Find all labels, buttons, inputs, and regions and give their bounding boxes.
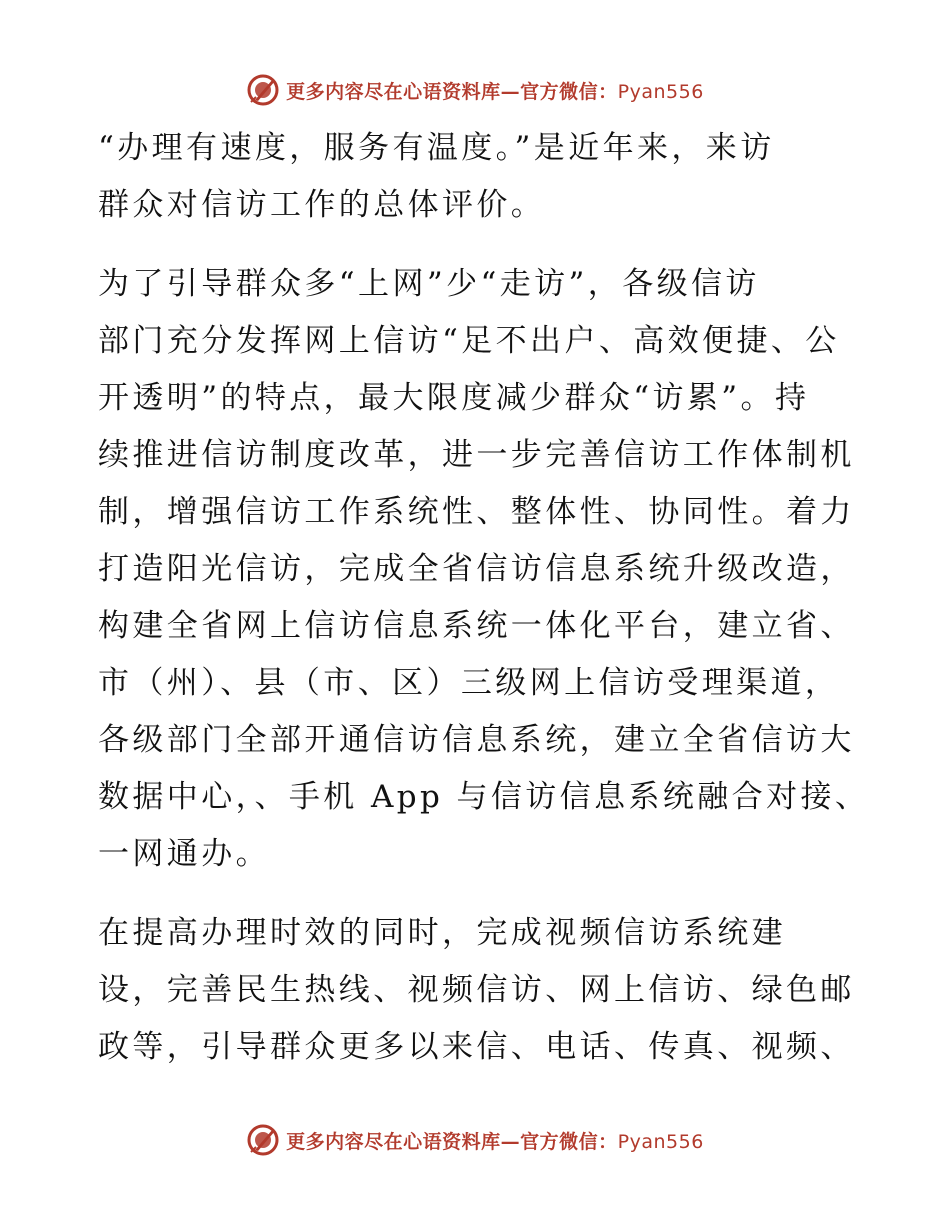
text-line: 设，完善民生热线、视频信访、网上信访、绿色邮: [98, 972, 855, 1008]
document-body: [98, 120, 870, 1076]
header-watermark: [0, 72, 950, 108]
text-line: 在提高办理时效的同时，完成视频信访系统建: [98, 915, 786, 951]
text-line: 政等，引导群众更多以来信、电话、传真、视频、: [98, 1029, 855, 1065]
text-line: 打造阳光信访，完成全省信访信息系统升级改造，: [98, 551, 855, 587]
quill-pen-circle-icon: [246, 1123, 280, 1157]
paragraph-3: [98, 905, 855, 1076]
watermark-wechat-id: Pyan556: [617, 1130, 704, 1153]
text-line: 部门充分发挥网上信访“足不出户、高效便捷、公: [98, 323, 840, 359]
quill-pen-circle-icon: [246, 73, 280, 107]
watermark-label: 更多内容尽在心语资料库—官方微信：: [286, 1130, 618, 1153]
text-line: “办理有速度，服务有温度。”是近年来，来访: [98, 130, 775, 166]
text-line: 市（州）、县（市、区）三级网上信访受理渠道，: [98, 665, 840, 701]
text-line: 数据中心，、手机 App 与信访信息系统融合对接、: [98, 779, 870, 815]
paragraph-2: [98, 256, 870, 883]
text-line: 各级部门全部开通信访信息系统，建立全省信访大: [98, 722, 855, 758]
text-line: 为了引导群众多“上网”少“走访”，各级信访: [98, 266, 760, 302]
text-line: 开透明”的特点，最大限度减少群众“访累”。持: [98, 380, 810, 416]
text-line: 制，增强信访工作系统性、整体性、协同性。着力: [98, 494, 855, 530]
watermark-label: 更多内容尽在心语资料库—官方微信：: [286, 80, 618, 103]
text-line: 群众对信访工作的总体评价。: [98, 187, 546, 223]
watermark-wechat-id: Pyan556: [617, 80, 704, 103]
text-line: 续推进信访制度改革，进一步完善信访工作体制机: [98, 437, 855, 473]
text-line: 构建全省网上信访信息系统一体化平台，建立省、: [98, 608, 855, 644]
watermark-text: [286, 77, 704, 104]
text-line: 一网通办。: [98, 836, 270, 872]
footer-watermark: [0, 1122, 950, 1158]
watermark-text: [286, 1127, 704, 1154]
paragraph-1: [98, 120, 850, 234]
